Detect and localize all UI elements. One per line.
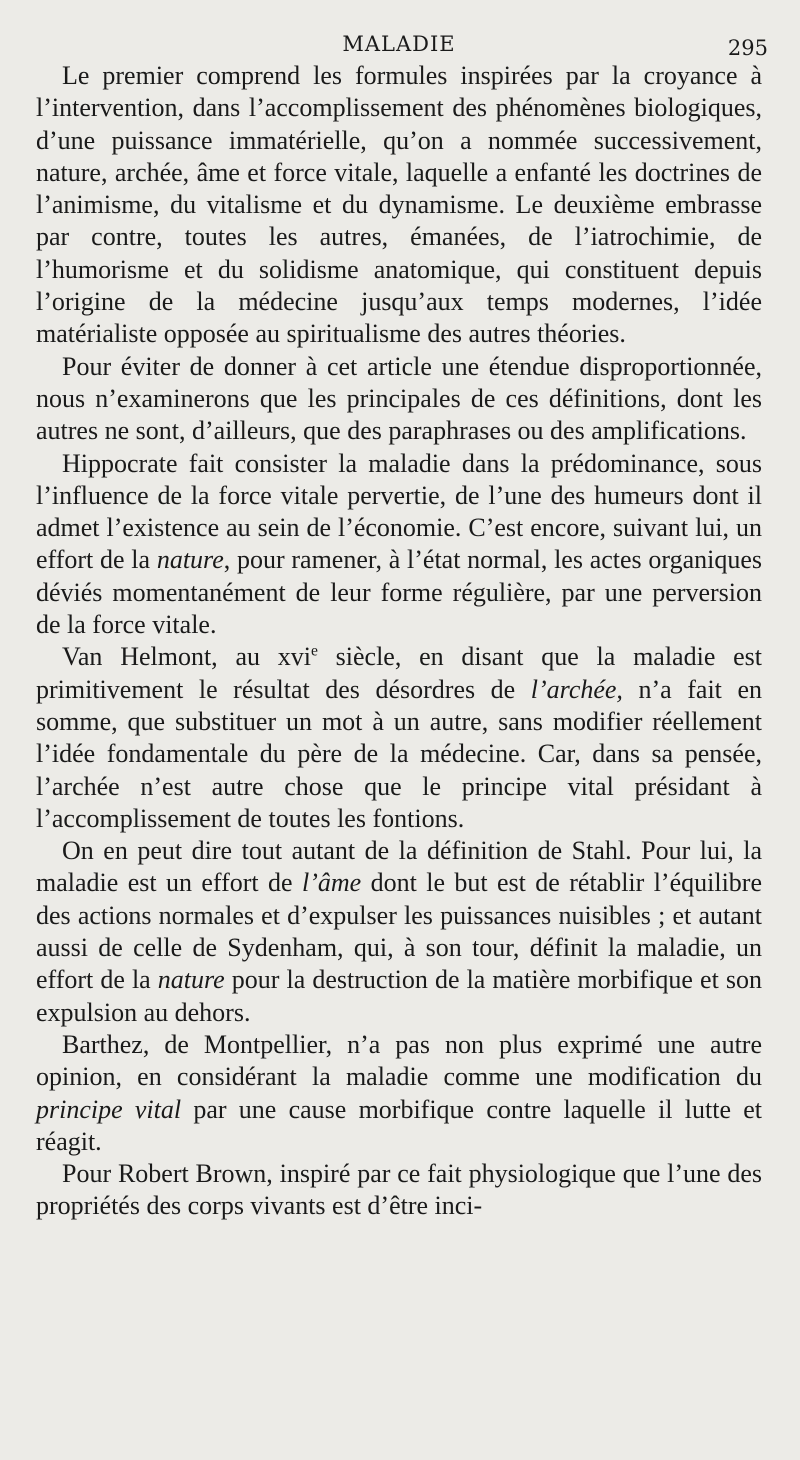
paragraph xyxy=(36,448,762,642)
page-number: 295 xyxy=(727,36,768,60)
paragraph xyxy=(36,641,762,835)
paragraph xyxy=(36,1029,762,1158)
text-segment: n’a fait en somme, que substituer un mot à un autre, sans modifier réellement l’idée fondamentale du père de la médecine. Car, dans sa pensée, l’archée n’est autre chose que le principe vital présidant à l’accomplissement de toutes les fontions. xyxy=(36,674,762,833)
text-segment: , pour ramener, à l’état normal, les actes organiques déviés momentanément de leur forme régulière, par une perversion de la force vitale. xyxy=(36,545,763,640)
text-segment: pour la destruction de la matière morbifique et son expulsion au dehors. xyxy=(36,965,762,1027)
text-segment: Barthez, de Montpellier, n’a pas non plus exprimé une autre opinion, en considérant la maladie comme une modification du xyxy=(36,1029,762,1092)
paragraph xyxy=(36,835,762,1029)
superscript-text: e xyxy=(310,642,318,660)
italic-text: principe vital xyxy=(36,1094,182,1124)
paragraph xyxy=(36,60,762,351)
text-segment: Le premier comprend les formules inspirées par la croyance à l’intervention, dans l’accomplissement des phénomènes biologiques, d’une puissance immatérielle, qu’on a nommée successivement, nature, archée, âme et force vitale, laquelle a enfanté les doctrines de l’animisme, du vitalisme et du dynamisme. Le deuxième embrasse par contre, toutes les autres, émanées, de l’iatrochimie, de l’humorisme et du solidisme anatomique, qui constituent depuis l’origine de la médecine jusqu’aux temps modernes, l’idée matérialiste opposée au spiritualisme des autres théories. xyxy=(36,61,762,349)
italic-text: l’âme xyxy=(302,868,362,898)
text-segment: On en peut dire tout autant de la définition de Stahl. Pour lui, la maladie est un effort de xyxy=(36,836,762,898)
text-segment: dont le but est de rétablir l’équilibre des actions normales et d’expulser les puissances nuisibles ; et autant aussi de celle de Sydenham, qui, à son tour, définit la maladie, un effort de la xyxy=(36,868,763,995)
text-segment: Pour éviter de donner à cet article une étendue disproportionnée, nous n’examinerons que les principales de ces définitions, dont les autres ne sont, d’ailleurs, que des paraphrases ou des amplifications. xyxy=(36,351,762,446)
page-header xyxy=(36,30,768,60)
italic-text: l’archée, xyxy=(530,674,623,704)
paragraph xyxy=(36,351,762,448)
paragraph xyxy=(36,1158,762,1223)
text-segment: Hippocrate fait consister la maladie dans la prédominance, sous l’influence de la force vitale pervertie, de l’une des humeurs dont il admet l’existence au sein de l’économie. C’est encore, suivant lui, un effort de la xyxy=(36,448,762,575)
text-segment: par une cause morbifique contre laquelle il lutte et réagit. xyxy=(36,1094,762,1156)
text-segment: siècle, en disant que la maladie est primitivement le résultat des désordres de xyxy=(36,642,763,704)
running-head: MALADIE xyxy=(342,32,456,56)
body-text xyxy=(36,60,762,1223)
text-segment: Pour Robert Brown, inspiré par ce fait physiologique que l’une des propriétés des corps vivants est d’être inci- xyxy=(36,1159,762,1221)
italic-text: nature xyxy=(157,965,225,995)
text-segment: Van Helmont, au xvi xyxy=(62,642,311,672)
italic-text: nature xyxy=(156,545,224,575)
